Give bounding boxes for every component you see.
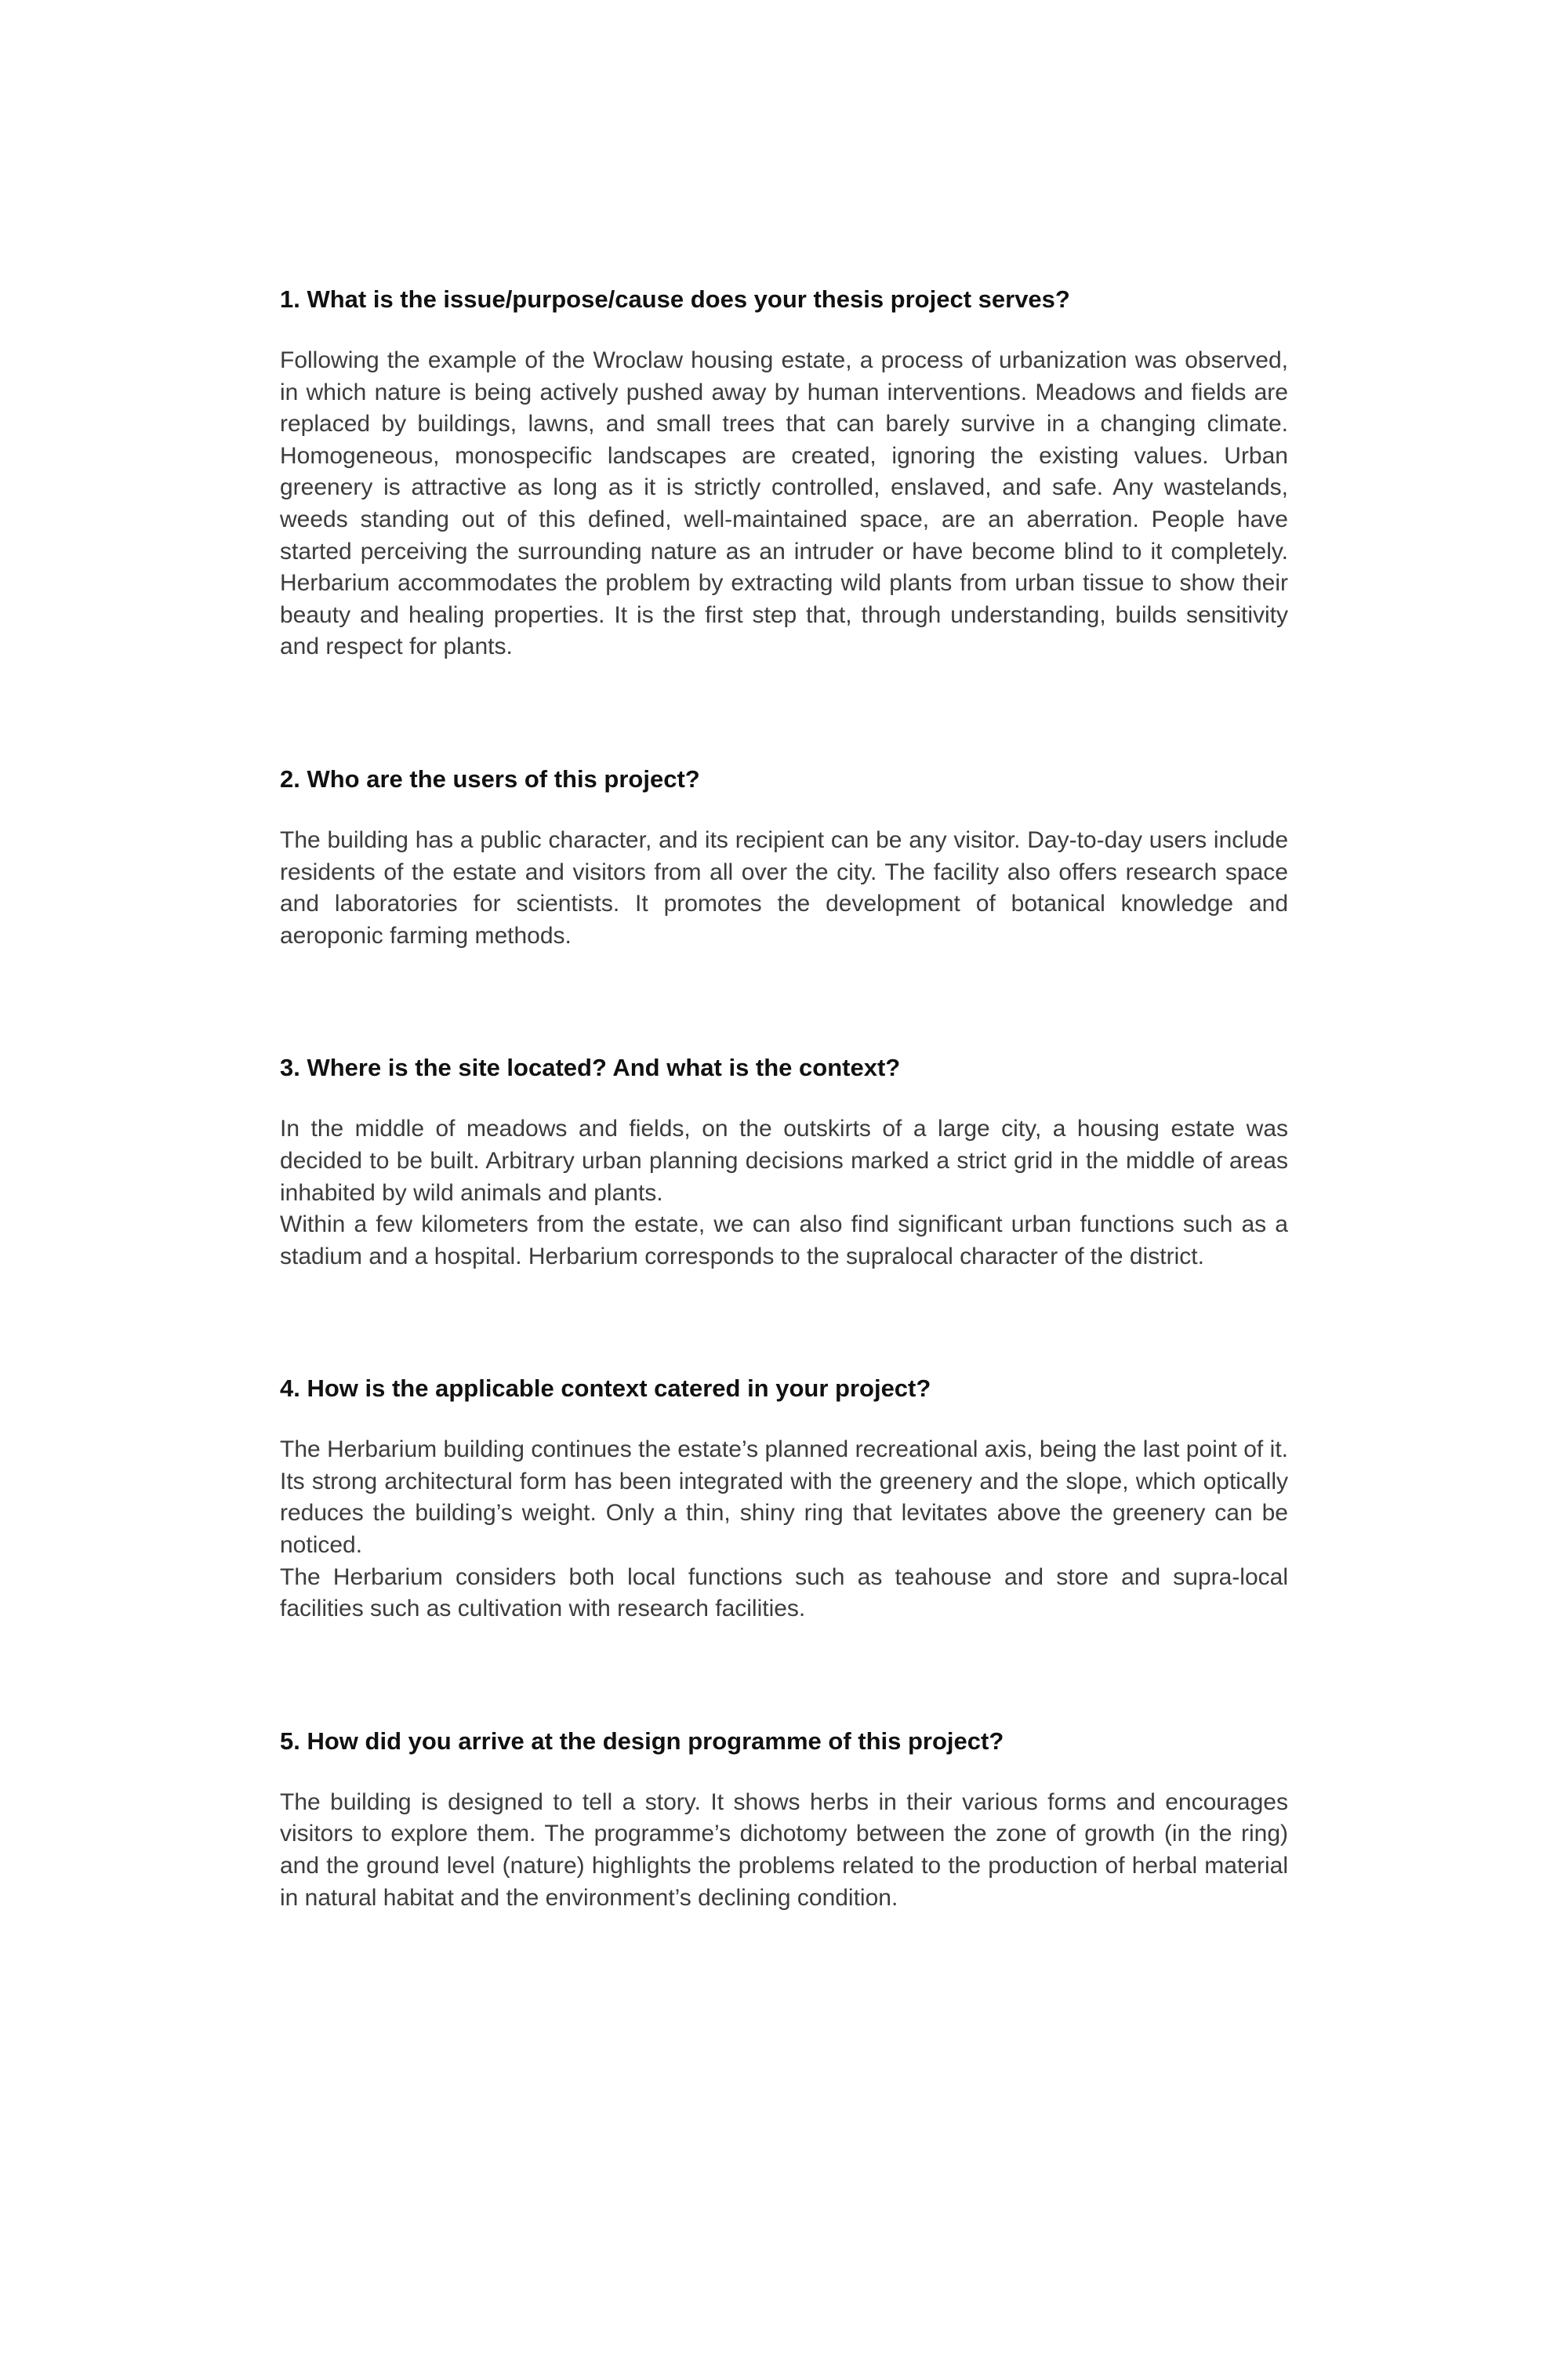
answer-text — [280, 1434, 1288, 1625]
answer-paragraph: The building has a public character, and its recipient can be any visitor. Day-to-day users include residents of the estate and visitors from all over the city. The facility also offers research space and laboratories for scientists. It promotes the development of botanical knowledge and aeroponic farming methods. — [280, 826, 1288, 949]
answer-paragraph: The building is designed to tell a story. It shows herbs in their various forms and encourages visitors to explore them. The programme’s dichotomy between the zone of growth (in the ring) and the ground level (nature) highlights the problems related to the production of herbal material in natural habitat and the environment’s declining condition. — [280, 1788, 1288, 1911]
answer-paragraph: The Herbarium building continues the estate’s planned recreational axis, being the last point of it. Its strong architectural form has been integrated with the greenery and the slope, which optically reduces the building’s weight. Only a thin, shiny ring that levitates above the greenery can be noticed. — [280, 1436, 1288, 1559]
section-design-programme — [280, 1726, 1288, 1914]
question-heading: 4. How is the applicable context catered in your project? — [280, 1374, 931, 1403]
section-site-location — [280, 1052, 1288, 1273]
answer-paragraph: The Herbarium considers both local functions such as teahouse and store and supra-local facilities such as cultivation with research facilities. — [280, 1563, 1288, 1622]
answer-text — [280, 345, 1288, 663]
document-body — [280, 284, 1288, 1914]
answer-text — [280, 825, 1288, 952]
section-issue-purpose — [280, 284, 1288, 663]
question-heading: 5. How did you arrive at the design programme of this project? — [280, 1727, 1004, 1755]
answer-paragraph: In the middle of meadows and fields, on the outskirts of a large city, a housing estate was decided to be built. Arbitrary urban planning decisions marked a strict grid in the middle of areas inhabited by wild animals and plants. — [280, 1116, 1288, 1206]
question-heading: 3. Where is the site located? And what is the context? — [280, 1054, 901, 1082]
answer-paragraph: Following the example of the Wroclaw housing estate, a process of urbanization was observed, in which nature is being actively pushed away by human interventions. Meadows and fields are replaced by buildings, lawns, and small trees that can barely survive in a changing climate. Homogeneous, monospecific landscapes are created, ignoring the existing values. Urban greenery is attractive as long as it is strictly controlled, enslaved, and safe. Any wastelands, weeds standing out of this defined, well-maintained space, are an aberration. People have started perceiving the surrounding nature as an intruder or have become blind to it completely. Herbarium accommodates the problem by extracting wild plants from urban tissue to show their beauty and healing properties. It is the first step that, through understanding, builds sensitivity and respect for plants. — [280, 347, 1288, 660]
question-heading: 2. Who are the users of this project? — [280, 764, 700, 793]
question-heading: 1. What is the issue/purpose/cause does your thesis project serves? — [280, 285, 1070, 313]
section-applicable-context — [280, 1373, 1288, 1625]
section-users — [280, 764, 1288, 952]
answer-paragraph: Within a few kilometers from the estate, we can also find significant urban functions such as a stadium and a hospital. Herbarium corresponds to the supralocal character of the district. — [280, 1211, 1288, 1269]
answer-text — [280, 1113, 1288, 1273]
answer-text — [280, 1787, 1288, 1914]
